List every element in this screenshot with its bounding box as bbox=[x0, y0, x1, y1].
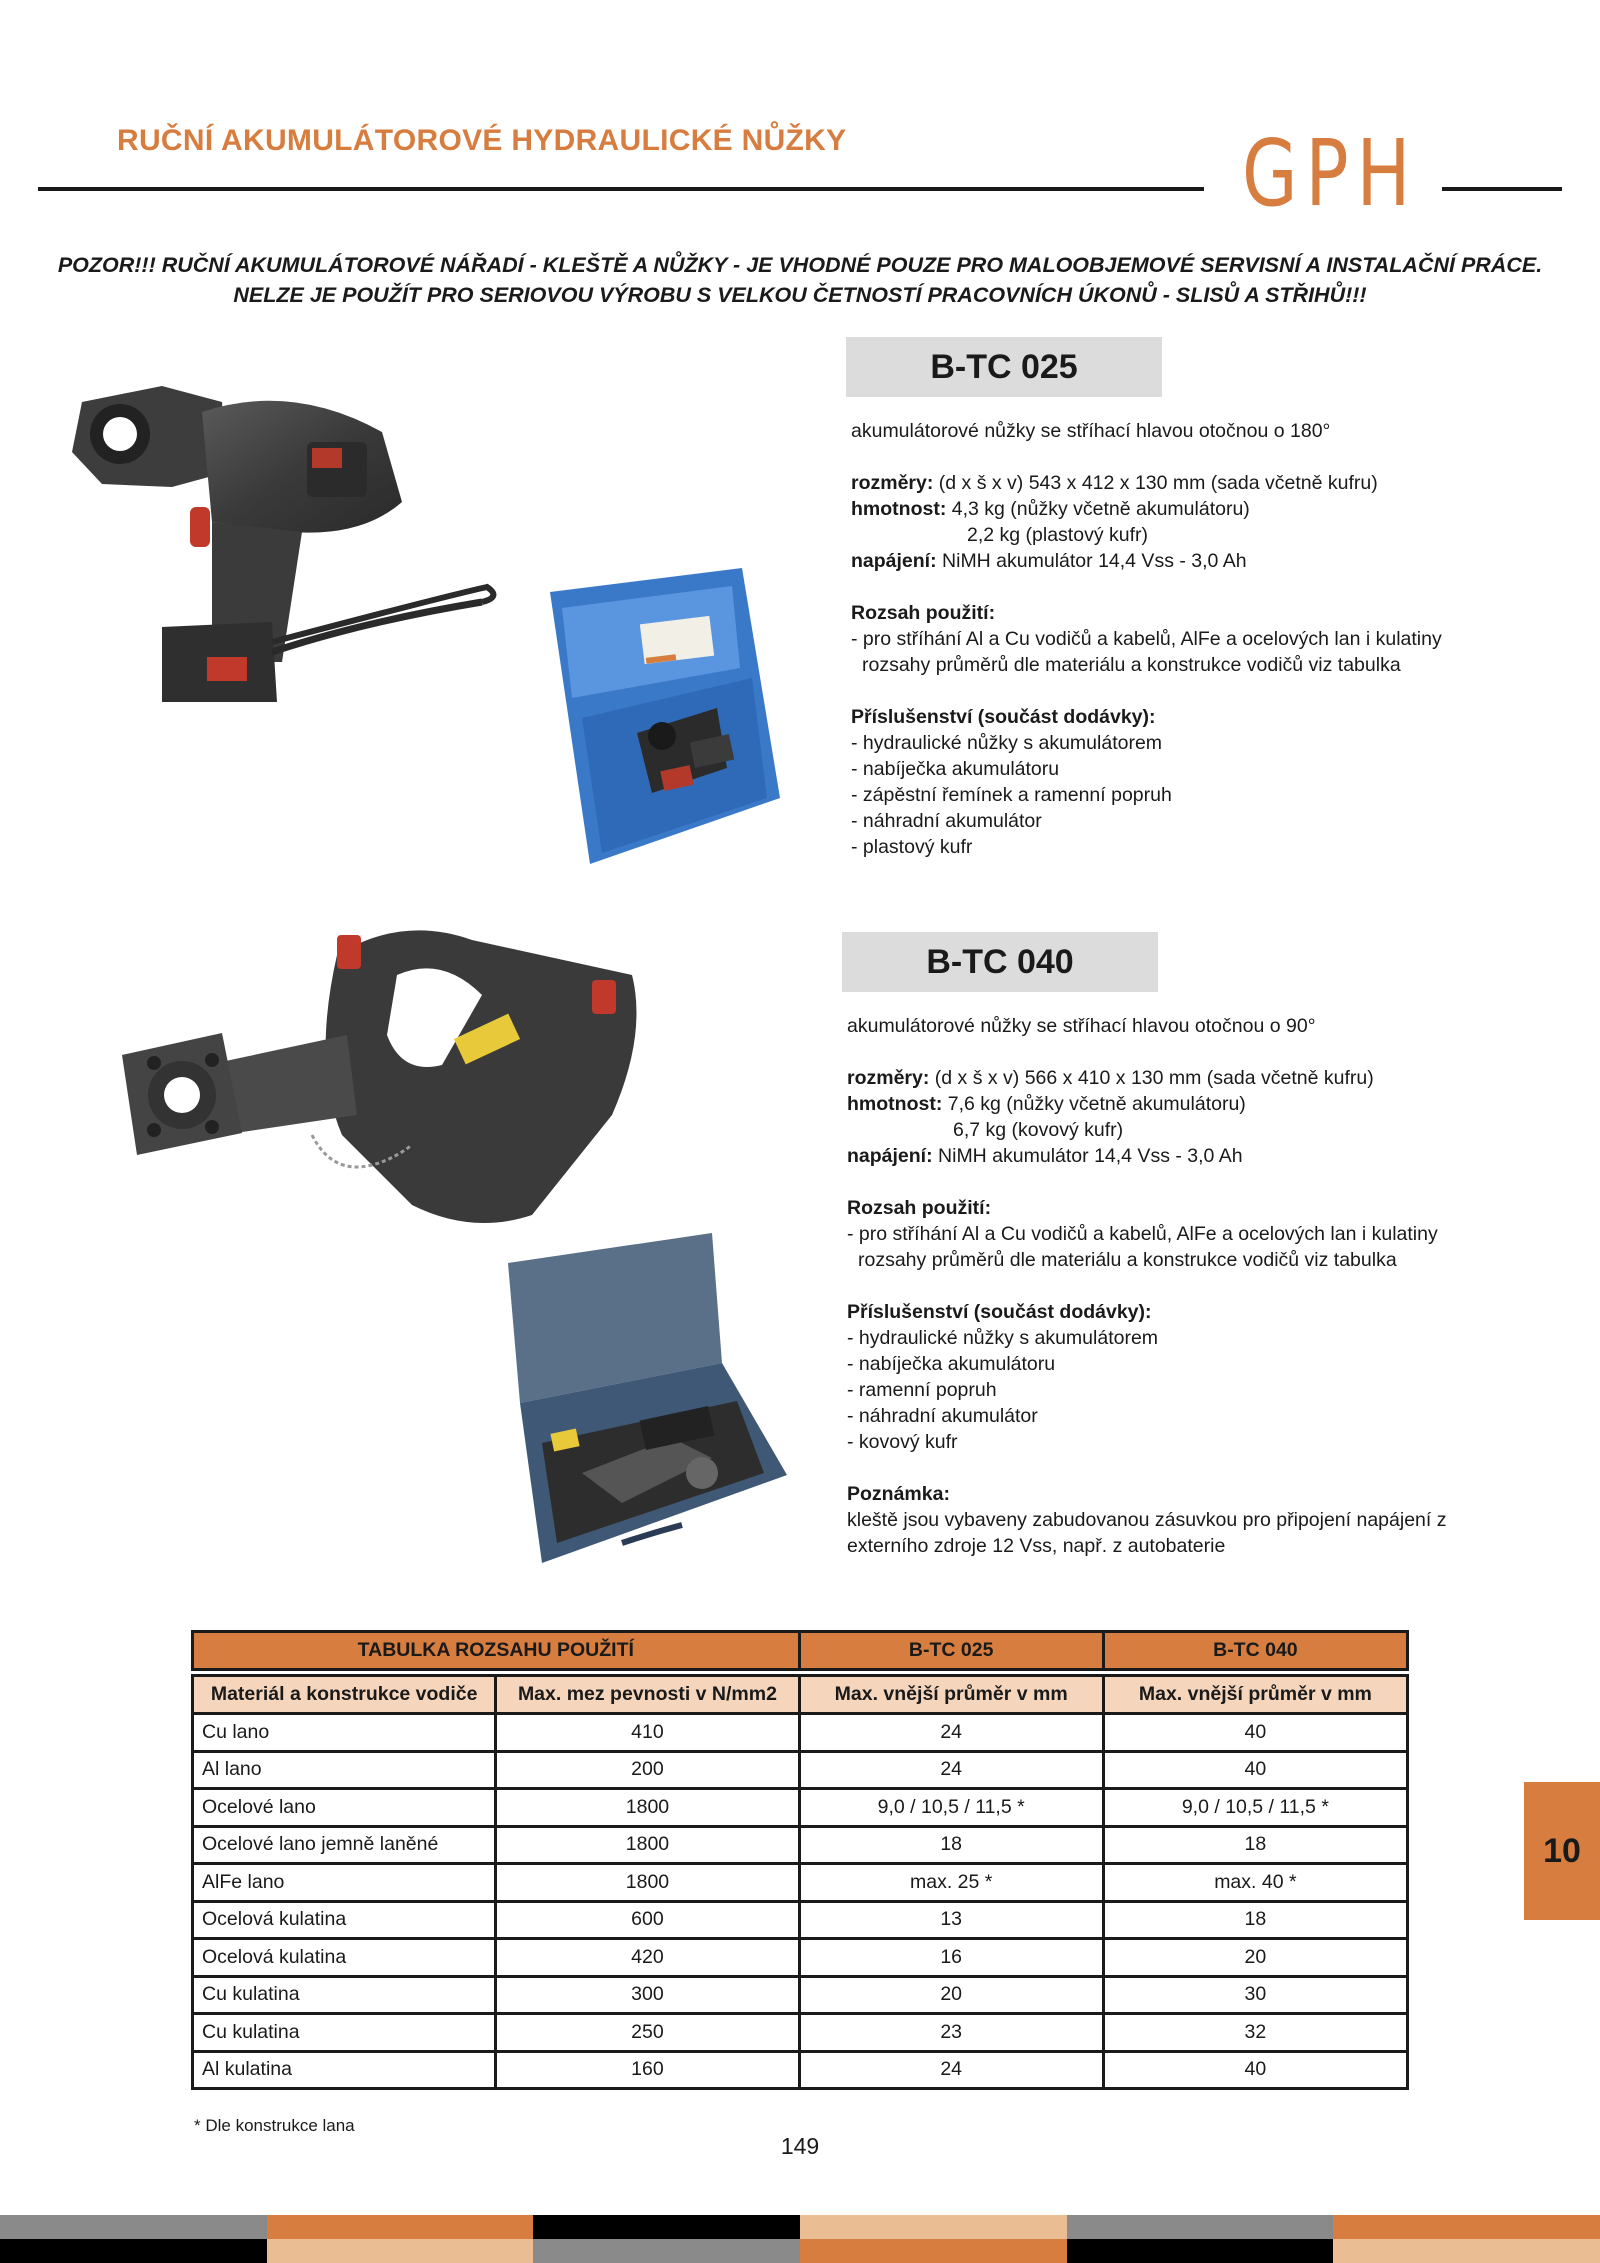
table-row bbox=[193, 1714, 1408, 1752]
model-title-b-tc-040: B-TC 040 bbox=[842, 932, 1158, 992]
column-header: Max. mez pevnosti v N/mm2 bbox=[496, 1676, 799, 1714]
table-cell: 160 bbox=[496, 2051, 799, 2089]
table-cell: 420 bbox=[496, 1939, 799, 1977]
dimensions-row bbox=[847, 1065, 1446, 1091]
usage-heading: Rozsah použití: bbox=[851, 602, 996, 624]
warning-line-1: POZOR!!! RUČNÍ AKUMULÁTOROVÉ NÁŘADÍ - KLEŠTĚ A NŮŽKY - JE VHODNÉ POUZE PRO MALOOBJEMOVÉ SERVISNÍ A INSTALAČNÍ PRÁCE. bbox=[57, 253, 1543, 277]
table-row bbox=[193, 2014, 1408, 2052]
power-value: NiMH akumulátor 14,4 Vss - 3,0 Ah bbox=[936, 550, 1247, 572]
footer-stripe-top bbox=[0, 2215, 1600, 2239]
table-cell: 9,0 / 10,5 / 11,5 * bbox=[1103, 1789, 1407, 1827]
table-cell: 24 bbox=[799, 1714, 1103, 1752]
page-title: RUČNÍ AKUMULÁTOROVÉ HYDRAULICKÉ NŮŽKY bbox=[117, 124, 847, 157]
dimensions-label: rozměry: bbox=[851, 472, 934, 494]
usage-line: - pro stříhání Al a Cu vodičů a kabelů, AlFe a ocelových lan i kulatiny bbox=[847, 1223, 1438, 1245]
table-cell: max. 25 * bbox=[799, 1864, 1103, 1902]
footer-stripe-bottom bbox=[0, 2239, 1600, 2263]
table-cell: AlFe lano bbox=[193, 1864, 496, 1902]
column-header: Max. vnější průměr v mm bbox=[799, 1676, 1103, 1714]
dimensions-value: (d x š x v) 566 x 410 x 130 mm (sada včetně kufru) bbox=[929, 1067, 1374, 1089]
b-tc-040-case-photo bbox=[502, 1233, 792, 1575]
table-cell: 24 bbox=[799, 1751, 1103, 1789]
description: akumulátorové nůžky se stříhací hlavou otočnou o 90° bbox=[847, 1015, 1316, 1037]
b-tc-025-specs bbox=[851, 418, 1442, 860]
accessory-item: - hydraulické nůžky s akumulátorem bbox=[851, 732, 1163, 754]
weight-value: 7,6 kg (nůžky včetně akumulátoru) bbox=[942, 1093, 1246, 1115]
accessory-item: - plastový kufr bbox=[851, 836, 973, 858]
column-header: Max. vnější průměr v mm bbox=[1103, 1676, 1407, 1714]
page-number: 149 bbox=[780, 2133, 820, 2159]
accessory-item: - náhradní akumulátor bbox=[847, 1405, 1038, 1427]
table-row bbox=[193, 1939, 1408, 1977]
accessory-item: - hydraulické nůžky s akumulátorem bbox=[847, 1327, 1159, 1349]
accessory-item: - zápěstní řemínek a ramenní popruh bbox=[851, 784, 1172, 806]
b-tc-025-case-photo bbox=[542, 568, 792, 868]
table-cell: Cu kulatina bbox=[193, 1976, 496, 2014]
table-model-2: B-TC 040 bbox=[1103, 1632, 1407, 1670]
model-title-b-tc-025: B-TC 025 bbox=[846, 337, 1162, 397]
accessories-heading: Příslušenství (součást dodávky): bbox=[847, 1301, 1152, 1323]
table-cell: Al kulatina bbox=[193, 2051, 496, 2089]
usage-heading: Rozsah použití: bbox=[847, 1197, 992, 1219]
table-cell: 600 bbox=[496, 1901, 799, 1939]
header-rule-left bbox=[38, 187, 1204, 191]
column-header: Materiál a konstrukce vodiče bbox=[193, 1676, 496, 1714]
table-cell: 1800 bbox=[496, 1789, 799, 1827]
power-row bbox=[847, 1143, 1446, 1169]
accessory-item: - nabíječka akumulátoru bbox=[851, 758, 1060, 780]
table-cell: 300 bbox=[496, 1976, 799, 2014]
description: akumulátorové nůžky se stříhací hlavou otočnou o 180° bbox=[851, 420, 1331, 442]
table-cell: 30 bbox=[1103, 1976, 1407, 2014]
table-cell: 410 bbox=[496, 1714, 799, 1752]
table-cell: 18 bbox=[1103, 1901, 1407, 1939]
table-cell: 18 bbox=[799, 1826, 1103, 1864]
table-row bbox=[193, 1976, 1408, 2014]
power-label: napájení: bbox=[847, 1145, 933, 1167]
note-line: kleště jsou vybaveny zabudovanou zásuvkou pro připojení napájení z bbox=[847, 1509, 1447, 1531]
power-label: napájení: bbox=[851, 550, 937, 572]
table-cell: 24 bbox=[799, 2051, 1103, 2089]
table-cell: 1800 bbox=[496, 1864, 799, 1902]
table-cell: 13 bbox=[799, 1901, 1103, 1939]
usage-range-table bbox=[191, 1630, 1409, 2090]
warning-notice bbox=[40, 250, 1560, 310]
b-tc-040-tool-photo bbox=[112, 915, 647, 1235]
table-cell: Cu kulatina bbox=[193, 2014, 496, 2052]
table-cell: Cu lano bbox=[193, 1714, 496, 1752]
table-header-row bbox=[193, 1676, 1408, 1714]
table-row bbox=[193, 2051, 1408, 2089]
weight-value-case: 2,2 kg (plastový kufr) bbox=[967, 524, 1148, 546]
table-cell: 16 bbox=[799, 1939, 1103, 1977]
power-value: NiMH akumulátor 14,4 Vss - 3,0 Ah bbox=[932, 1145, 1243, 1167]
table-row bbox=[193, 1789, 1408, 1827]
weight-value: 4,3 kg (nůžky včetně akumulátoru) bbox=[946, 498, 1250, 520]
accessory-item: - kovový kufr bbox=[847, 1431, 958, 1453]
table-row bbox=[193, 1901, 1408, 1939]
b-tc-040-specs bbox=[847, 1013, 1446, 1559]
table-model-1: B-TC 025 bbox=[799, 1632, 1103, 1670]
usage-line: rozsahy průměrů dle materiálu a konstrukce vodičů viz tabulka bbox=[862, 654, 1401, 676]
accessory-item: - náhradní akumulátor bbox=[851, 810, 1042, 832]
table-cell: 9,0 / 10,5 / 11,5 * bbox=[799, 1789, 1103, 1827]
table-cell: Al lano bbox=[193, 1751, 496, 1789]
table-cell: 23 bbox=[799, 2014, 1103, 2052]
table-cell: 200 bbox=[496, 1751, 799, 1789]
note-heading: Poznámka: bbox=[847, 1483, 950, 1505]
weight-label: hmotnost: bbox=[851, 498, 947, 520]
table-cell: 20 bbox=[1103, 1939, 1407, 1977]
table-title: TABULKA ROZSAHU POUŽITÍ bbox=[193, 1632, 800, 1670]
weight-value-case: 6,7 kg (kovový kufr) bbox=[953, 1119, 1124, 1141]
table-cell: 1800 bbox=[496, 1826, 799, 1864]
table-cell: 40 bbox=[1103, 1751, 1407, 1789]
dimensions-label: rozměry: bbox=[847, 1067, 930, 1089]
table-cell: 32 bbox=[1103, 2014, 1407, 2052]
table-title-row bbox=[193, 1632, 1408, 1670]
table-footnote: * Dle konstrukce lana bbox=[194, 2116, 355, 2135]
table-cell: 20 bbox=[799, 1976, 1103, 2014]
brand-logo: GPH bbox=[1242, 120, 1419, 227]
table-cell: max. 40 * bbox=[1103, 1864, 1407, 1902]
table-cell: 40 bbox=[1103, 2051, 1407, 2089]
weight-row bbox=[851, 496, 1442, 522]
accessory-item: - nabíječka akumulátoru bbox=[847, 1353, 1056, 1375]
table-cell: Ocelová kulatina bbox=[193, 1901, 496, 1939]
accessory-item: - ramenní popruh bbox=[847, 1379, 997, 1401]
table-cell: 250 bbox=[496, 2014, 799, 2052]
table-cell: Ocelové lano jemně laněné bbox=[193, 1826, 496, 1864]
b-tc-025-tool-photo bbox=[62, 372, 502, 702]
weight-row bbox=[847, 1091, 1446, 1117]
usage-line: rozsahy průměrů dle materiálu a konstrukce vodičů viz tabulka bbox=[858, 1249, 1397, 1271]
usage-line: - pro stříhání Al a Cu vodičů a kabelů, AlFe a ocelových lan i kulatiny bbox=[851, 628, 1442, 650]
table-row bbox=[193, 1751, 1408, 1789]
table-row bbox=[193, 1864, 1408, 1902]
power-row bbox=[851, 548, 1442, 574]
dimensions-row bbox=[851, 470, 1442, 496]
dimensions-value: (d x š x v) 543 x 412 x 130 mm (sada včetně kufru) bbox=[933, 472, 1378, 494]
weight-label: hmotnost: bbox=[847, 1093, 943, 1115]
note-line: externího zdroje 12 Vss, např. z autobaterie bbox=[847, 1535, 1226, 1557]
warning-line-2: NELZE JE POUŽÍT PRO SERIOVOU VÝROBU S VELKOU ČETNOSTÍ PRACOVNÍCH ÚKONŮ - SLISŮ A STŘIHŮ!!! bbox=[233, 283, 1367, 307]
chapter-tab: 10 bbox=[1524, 1782, 1600, 1920]
table-row bbox=[193, 1826, 1408, 1864]
table-cell: 40 bbox=[1103, 1714, 1407, 1752]
header-rule-right bbox=[1442, 187, 1562, 191]
table-cell: Ocelová kulatina bbox=[193, 1939, 496, 1977]
table-cell: Ocelové lano bbox=[193, 1789, 496, 1827]
table-cell: 18 bbox=[1103, 1826, 1407, 1864]
accessories-heading: Příslušenství (součást dodávky): bbox=[851, 706, 1156, 728]
